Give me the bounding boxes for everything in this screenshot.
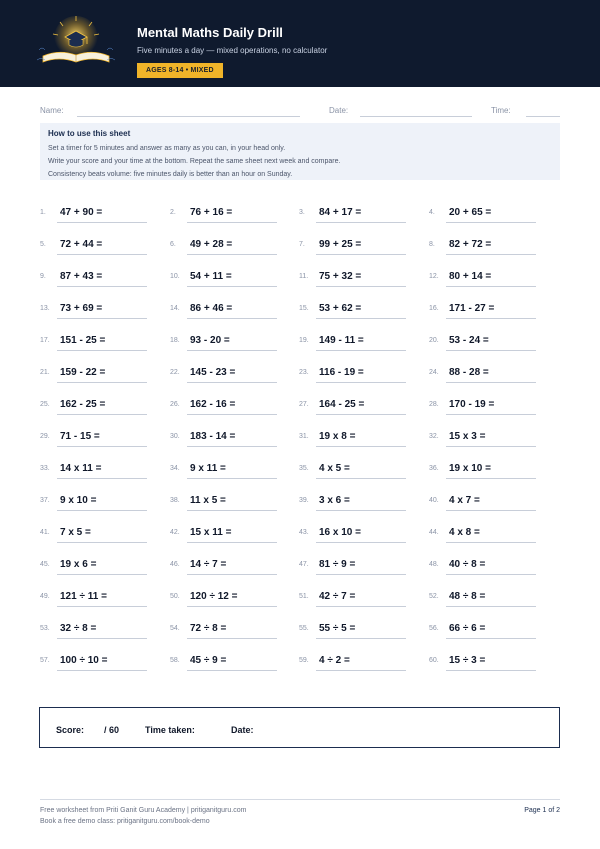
question-text: 171 - 27 = (449, 303, 495, 314)
question-text: 71 - 15 = (60, 431, 100, 442)
time-field[interactable] (526, 116, 560, 117)
question-text: 72 + 44 = (60, 239, 103, 250)
question-text: 3 x 6 = (319, 495, 350, 506)
answer-line[interactable] (187, 222, 277, 223)
question-item (299, 652, 409, 676)
question-number: 5. (40, 241, 46, 248)
question-number: 6. (170, 241, 176, 248)
answer-line[interactable] (57, 478, 147, 479)
question-number: 51. (299, 593, 309, 600)
question-number: 26. (170, 401, 180, 408)
question-number: 60. (429, 657, 439, 664)
question-number: 24. (429, 369, 439, 376)
question-text: 120 ÷ 12 = (190, 591, 238, 602)
answer-line[interactable] (316, 254, 406, 255)
question-text: 145 - 23 = (190, 367, 236, 378)
answer-line[interactable] (316, 542, 406, 543)
question-number: 37. (40, 497, 50, 504)
answer-line[interactable] (57, 670, 147, 671)
footer-credit: Free worksheet from Priti Ganit Guru Academy | pritiganitguru.com (40, 807, 247, 814)
question-number: 35. (299, 465, 309, 472)
question-item (299, 332, 409, 356)
question-text: 121 ÷ 11 = (60, 591, 107, 602)
question-item (299, 428, 409, 452)
answer-line[interactable] (187, 606, 277, 607)
question-item (40, 620, 150, 644)
question-text: 183 - 14 = (190, 431, 236, 442)
question-text: 75 + 32 = (319, 271, 362, 282)
answer-line[interactable] (57, 414, 147, 415)
question-item (40, 588, 150, 612)
question-item (170, 556, 280, 580)
answer-line[interactable] (316, 446, 406, 447)
question-text: 82 + 72 = (449, 239, 492, 250)
question-item (429, 236, 539, 260)
score-label: Score: (56, 725, 85, 735)
date-label: Date: (329, 106, 349, 115)
answer-line[interactable] (446, 286, 536, 287)
time-taken-label: Time taken: (145, 725, 195, 735)
question-number: 2. (170, 209, 176, 216)
question-number: 49. (40, 593, 50, 600)
question-text: 162 - 25 = (60, 399, 106, 410)
answer-line[interactable] (316, 350, 406, 351)
answer-line[interactable] (446, 574, 536, 575)
answer-line[interactable] (446, 382, 536, 383)
question-number: 58. (170, 657, 180, 664)
question-item (40, 332, 150, 356)
date-field[interactable] (360, 116, 472, 117)
question-text: 76 + 16 = (190, 207, 233, 218)
question-item (299, 364, 409, 388)
question-text: 14 ÷ 7 = (190, 559, 227, 570)
question-number: 39. (299, 497, 309, 504)
question-text: 47 + 90 = (60, 207, 103, 218)
question-item (40, 396, 150, 420)
answer-line[interactable] (187, 318, 277, 319)
question-item (40, 268, 150, 292)
question-number: 12. (429, 273, 439, 280)
answer-line[interactable] (316, 478, 406, 479)
instruction-line: Consistency beats volume: five minutes daily is better than an hour on Sunday. (48, 171, 293, 178)
question-number: 31. (299, 433, 309, 440)
question-text: 19 x 8 = (319, 431, 356, 442)
answer-line[interactable] (446, 606, 536, 607)
question-text: 7 x 5 = (60, 527, 91, 538)
question-number: 22. (170, 369, 180, 376)
instructions-title: How to use this sheet (48, 129, 131, 138)
question-number: 52. (429, 593, 439, 600)
answer-line[interactable] (446, 446, 536, 447)
question-number: 8. (429, 241, 435, 248)
question-text: 4 x 7 = (449, 495, 480, 506)
answer-line[interactable] (187, 446, 277, 447)
question-text: 93 - 20 = (190, 335, 230, 346)
question-text: 55 ÷ 5 = (319, 623, 356, 634)
question-number: 3. (299, 209, 305, 216)
question-text: 11 x 5 = (190, 495, 226, 506)
question-item (170, 620, 280, 644)
question-item (299, 524, 409, 548)
question-text: 9 x 10 = (60, 495, 97, 506)
question-item (40, 492, 150, 516)
answer-line[interactable] (57, 606, 147, 607)
question-number: 15. (299, 305, 309, 312)
answer-line[interactable] (316, 382, 406, 383)
question-item (170, 364, 280, 388)
score-box (39, 707, 560, 748)
answer-line[interactable] (57, 638, 147, 639)
answer-line[interactable] (316, 670, 406, 671)
worksheet-title: Mental Maths Daily Drill (137, 25, 283, 40)
answer-line[interactable] (57, 574, 147, 575)
score-date-label: Date: (231, 725, 254, 735)
question-number: 40. (429, 497, 439, 504)
question-text: 170 - 19 = (449, 399, 495, 410)
question-number: 34. (170, 465, 180, 472)
question-item (170, 524, 280, 548)
question-item (429, 588, 539, 612)
answer-line[interactable] (446, 510, 536, 511)
answer-line[interactable] (316, 510, 406, 511)
answer-line[interactable] (187, 350, 277, 351)
answer-line[interactable] (316, 286, 406, 287)
question-text: 72 ÷ 8 = (190, 623, 227, 634)
question-item (429, 300, 539, 324)
instructions-box (40, 123, 560, 180)
student-fields (40, 106, 560, 120)
question-item (429, 364, 539, 388)
answer-line[interactable] (187, 254, 277, 255)
question-text: 162 - 16 = (190, 399, 236, 410)
answer-line[interactable] (57, 286, 147, 287)
score-total: / 60 (104, 725, 120, 735)
question-text: 53 + 62 = (319, 303, 362, 314)
answer-line[interactable] (446, 638, 536, 639)
question-item (299, 588, 409, 612)
question-item (299, 236, 409, 260)
question-text: 4 x 8 = (449, 527, 480, 538)
question-number: 10. (170, 273, 180, 280)
question-text: 81 ÷ 9 = (319, 559, 356, 570)
question-item (299, 460, 409, 484)
answer-line[interactable] (187, 510, 277, 511)
question-number: 28. (429, 401, 439, 408)
question-number: 57. (40, 657, 50, 664)
question-number: 17. (40, 337, 50, 344)
question-text: 149 - 11 = (319, 335, 364, 346)
question-item (429, 556, 539, 580)
answer-line[interactable] (316, 574, 406, 575)
question-number: 9. (40, 273, 46, 280)
question-text: 15 ÷ 3 = (449, 655, 486, 666)
question-number: 47. (299, 561, 309, 568)
question-number: 41. (40, 529, 50, 536)
question-number: 42. (170, 529, 180, 536)
answer-line[interactable] (446, 222, 536, 223)
question-text: 100 ÷ 10 = (60, 655, 108, 666)
question-item (170, 332, 280, 356)
question-text: 80 + 14 = (449, 271, 492, 282)
question-text: 32 ÷ 8 = (60, 623, 97, 634)
question-item (299, 492, 409, 516)
question-text: 48 ÷ 8 = (449, 591, 486, 602)
question-text: 99 + 25 = (319, 239, 362, 250)
question-number: 44. (429, 529, 439, 536)
question-item (429, 460, 539, 484)
age-badge: AGES 8-14 • MIXED (137, 63, 223, 78)
question-item (170, 492, 280, 516)
question-text: 45 ÷ 9 = (190, 655, 227, 666)
question-item (429, 396, 539, 420)
question-text: 87 + 43 = (60, 271, 103, 282)
question-item (40, 460, 150, 484)
question-number: 16. (429, 305, 439, 312)
question-item (429, 332, 539, 356)
question-item (429, 524, 539, 548)
question-item (299, 556, 409, 580)
question-item (429, 204, 539, 228)
question-text: 20 + 65 = (449, 207, 492, 218)
question-number: 7. (299, 241, 305, 248)
question-text: 9 x 11 = (190, 463, 226, 474)
question-item (170, 268, 280, 292)
question-number: 48. (429, 561, 439, 568)
answer-line[interactable] (446, 254, 536, 255)
answer-line[interactable] (316, 606, 406, 607)
question-item (170, 396, 280, 420)
question-text: 116 - 19 = (319, 367, 364, 378)
question-text: 4 ÷ 2 = (319, 655, 350, 666)
question-number: 19. (299, 337, 309, 344)
question-text: 66 ÷ 6 = (449, 623, 486, 634)
question-text: 15 x 11 = (190, 527, 232, 538)
answer-line[interactable] (446, 542, 536, 543)
question-number: 38. (170, 497, 180, 504)
question-text: 14 x 11 = (60, 463, 102, 474)
question-number: 56. (429, 625, 439, 632)
instruction-line: Set a timer for 5 minutes and answer as many as you can, in your head only. (48, 145, 286, 152)
book-lightbulb-logo-icon (33, 16, 119, 70)
question-item (40, 364, 150, 388)
question-number: 13. (40, 305, 50, 312)
question-item (170, 300, 280, 324)
footer-divider (40, 799, 560, 800)
question-item (170, 236, 280, 260)
question-number: 55. (299, 625, 309, 632)
question-text: 42 ÷ 7 = (319, 591, 356, 602)
answer-line[interactable] (446, 670, 536, 671)
question-item (170, 204, 280, 228)
answer-line[interactable] (57, 254, 147, 255)
answer-line[interactable] (57, 542, 147, 543)
question-item (429, 428, 539, 452)
answer-line[interactable] (187, 414, 277, 415)
question-item (170, 460, 280, 484)
footer-demo-link: Book a free demo class: pritiganitguru.com/book-demo (40, 818, 210, 825)
question-number: 50. (170, 593, 180, 600)
answer-line[interactable] (57, 510, 147, 511)
question-item (299, 396, 409, 420)
time-label: Time: (491, 106, 511, 115)
answer-line[interactable] (316, 638, 406, 639)
question-text: 40 ÷ 8 = (449, 559, 486, 570)
question-text: 84 + 17 = (319, 207, 362, 218)
answer-line[interactable] (187, 286, 277, 287)
question-number: 21. (40, 369, 50, 376)
answer-line[interactable] (187, 638, 277, 639)
answer-line[interactable] (316, 318, 406, 319)
question-number: 1. (40, 209, 46, 216)
question-item (40, 300, 150, 324)
question-number: 25. (40, 401, 50, 408)
question-text: 49 + 28 = (190, 239, 233, 250)
question-number: 29. (40, 433, 50, 440)
question-number: 32. (429, 433, 439, 440)
question-number: 23. (299, 369, 309, 376)
worksheet-subtitle: Five minutes a day — mixed operations, no calculator (137, 46, 328, 55)
answer-line[interactable] (446, 478, 536, 479)
question-item (40, 556, 150, 580)
question-text: 19 x 10 = (449, 463, 491, 474)
question-number: 30. (170, 433, 180, 440)
answer-line[interactable] (187, 574, 277, 575)
question-text: 53 - 24 = (449, 335, 489, 346)
answer-line[interactable] (187, 382, 277, 383)
question-item (170, 652, 280, 676)
answer-line[interactable] (446, 350, 536, 351)
question-item (299, 300, 409, 324)
question-text: 159 - 22 = (60, 367, 106, 378)
question-number: 18. (170, 337, 180, 344)
question-number: 36. (429, 465, 439, 472)
question-number: 45. (40, 561, 50, 568)
question-number: 4. (429, 209, 435, 216)
question-text: 151 - 25 = (60, 335, 106, 346)
question-item (170, 588, 280, 612)
question-item (299, 268, 409, 292)
question-text: 4 x 5 = (319, 463, 350, 474)
question-item (299, 620, 409, 644)
name-field[interactable] (77, 116, 300, 117)
question-number: 27. (299, 401, 309, 408)
instruction-line: Write your score and your time at the bottom. Repeat the same sheet next week and compare. (48, 158, 341, 165)
question-text: 19 x 6 = (60, 559, 97, 570)
question-item (40, 524, 150, 548)
question-item (40, 204, 150, 228)
question-number: 53. (40, 625, 50, 632)
question-item (170, 428, 280, 452)
question-number: 46. (170, 561, 180, 568)
answer-line[interactable] (57, 222, 147, 223)
question-number: 14. (170, 305, 180, 312)
answer-line[interactable] (446, 318, 536, 319)
answer-line[interactable] (57, 318, 147, 319)
question-text: 54 + 11 = (190, 271, 232, 282)
question-item (40, 236, 150, 260)
question-item (40, 428, 150, 452)
question-number: 20. (429, 337, 439, 344)
question-item (429, 620, 539, 644)
question-item (40, 652, 150, 676)
page-number: Page 1 of 2 (524, 807, 560, 814)
question-item (429, 492, 539, 516)
question-item (429, 268, 539, 292)
answer-line[interactable] (57, 350, 147, 351)
question-text: 164 - 25 = (319, 399, 365, 410)
question-number: 59. (299, 657, 309, 664)
question-number: 33. (40, 465, 50, 472)
question-text: 15 x 3 = (449, 431, 486, 442)
answer-line[interactable] (187, 542, 277, 543)
answer-line[interactable] (446, 414, 536, 415)
question-number: 43. (299, 529, 309, 536)
question-number: 11. (299, 273, 309, 280)
answer-line[interactable] (316, 222, 406, 223)
answer-line[interactable] (57, 446, 147, 447)
answer-line[interactable] (187, 670, 277, 671)
question-text: 73 + 69 = (60, 303, 103, 314)
question-text: 88 - 28 = (449, 367, 489, 378)
answer-line[interactable] (187, 478, 277, 479)
question-item (299, 204, 409, 228)
answer-line[interactable] (316, 414, 406, 415)
question-item (429, 652, 539, 676)
name-label: Name: (40, 106, 64, 115)
question-text: 16 x 10 = (319, 527, 361, 538)
worksheet-header (0, 0, 600, 87)
question-text: 86 + 46 = (190, 303, 233, 314)
answer-line[interactable] (57, 382, 147, 383)
question-number: 54. (170, 625, 180, 632)
